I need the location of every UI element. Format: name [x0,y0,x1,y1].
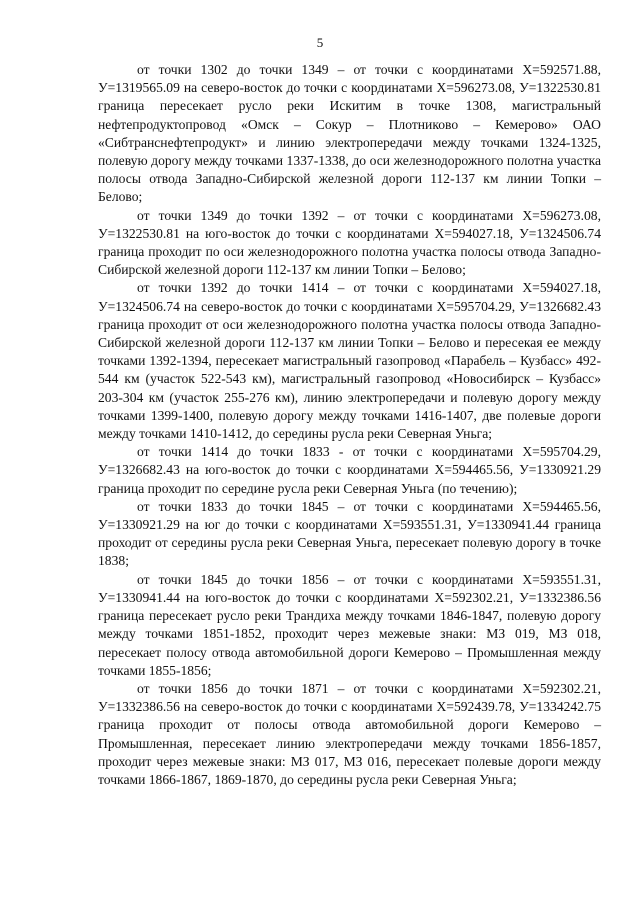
page-number: 5 [316,35,324,50]
boundary-paragraph: от точки 1414 до точки 1833 - от точки с координатами X=595704.29, У=1326682.43 на юго-восток до точки с координатами X=594465.56, У=1330921.29 граница проходит по середине русла реки Северная Уньга (по течению); [98,444,601,496]
boundary-paragraph: от точки 1392 до точки 1414 – от точки с координатами X=594027.18, У=1324506.74 на северо-восток до точки с координатами X=595704.29, У=1326682.43 граница проходит от оси железнодорожного полотна участка полосы отвода Западно-Сибирской железной дороги 112-137 км линии Топки – Белово и пересекая ее между точками 1392-1394, пересекает магистральный газопровод «Парабель – Кузбасс» 492-544 км (участок 522-543 км), магистральный газопровод «Новосибирск – Кузбасс» 203-304 км (участок 255-276 км), линию электропередачи и полевую дорогу между точками 1399-1400, полевую дорогу между точками 1416-1407, две полевые дороги между точками 1410-1412, до середины русла реки Северная Уньга; [98,280,601,442]
boundary-paragraph: от точки 1833 до точки 1845 – от точки с координатами X=594465.56, У=1330921.29 на юг до точки с координатами X=593551.31, У=1330941.44 граница проходит от середины русла реки Северная Уньга, пересекает полевую дорогу в точке 1838; [98,498,601,569]
boundary-paragraph: от точки 1302 до точки 1349 – от точки с координатами X=592571.88, У=1319565.09 на северо-восток до точки с координатами X=596273.08, У=1322530.81 граница пересекает русло реки Искитим в точке 1308, магистральный нефтепродуктопровод «Омск – Сокур – Плотниково – Кемерово» ОАО «Сибтранснефтепродукт» и линию электропередачи между точками 1324-1325, полевую дорогу между точками 1337-1338, до оси железнодорожного полотна участка полосы отвода Западно-Сибирской железной дороги 112-137 км линии Топки – Белово; [98,62,601,205]
boundary-paragraph: от точки 1845 до точки 1856 – от точки с координатами X=593551.31, У=1330941.44 на юго-восток до точки с координатами X=592302.21, У=1332386.56 граница пересекает русло реки Трандиха между точками 1846-1847, полевую дорогу между точками 1851-1852, проходит через межевые знаки: МЗ 019, МЗ 018, пересекает полосу отвода автомобильной дороги Кемерово – Промышленная между точками 1855-1856; [98,571,601,678]
boundary-paragraph: от точки 1856 до точки 1871 – от точки с координатами X=592302.21, У=1332386.56 на северо-восток до точки с координатами X=592439.78, У=1334242.75 граница проходит от полосы отвода автомобильной дороги Кемерово – Промышленная, пересекает линию электропередачи между точками 1856-1857, проходит через межевые знаки: МЗ 017, МЗ 016, пересекает полевые дороги между точками 1866-1867, 1869-1870, до середины русла реки Северная Уньга; [98,680,601,787]
document-body [98,61,601,789]
boundary-paragraph: от точки 1349 до точки 1392 – от точки с координатами X=596273.08, У=1322530.81 на юго-восток до точки с координатами X=594027.18, У=1324506.74 граница проходит по оси железнодорожного полотна участка полосы отвода Западно-Сибирской железной дороги 112-137 км линии Топки – Белово; [98,207,601,278]
